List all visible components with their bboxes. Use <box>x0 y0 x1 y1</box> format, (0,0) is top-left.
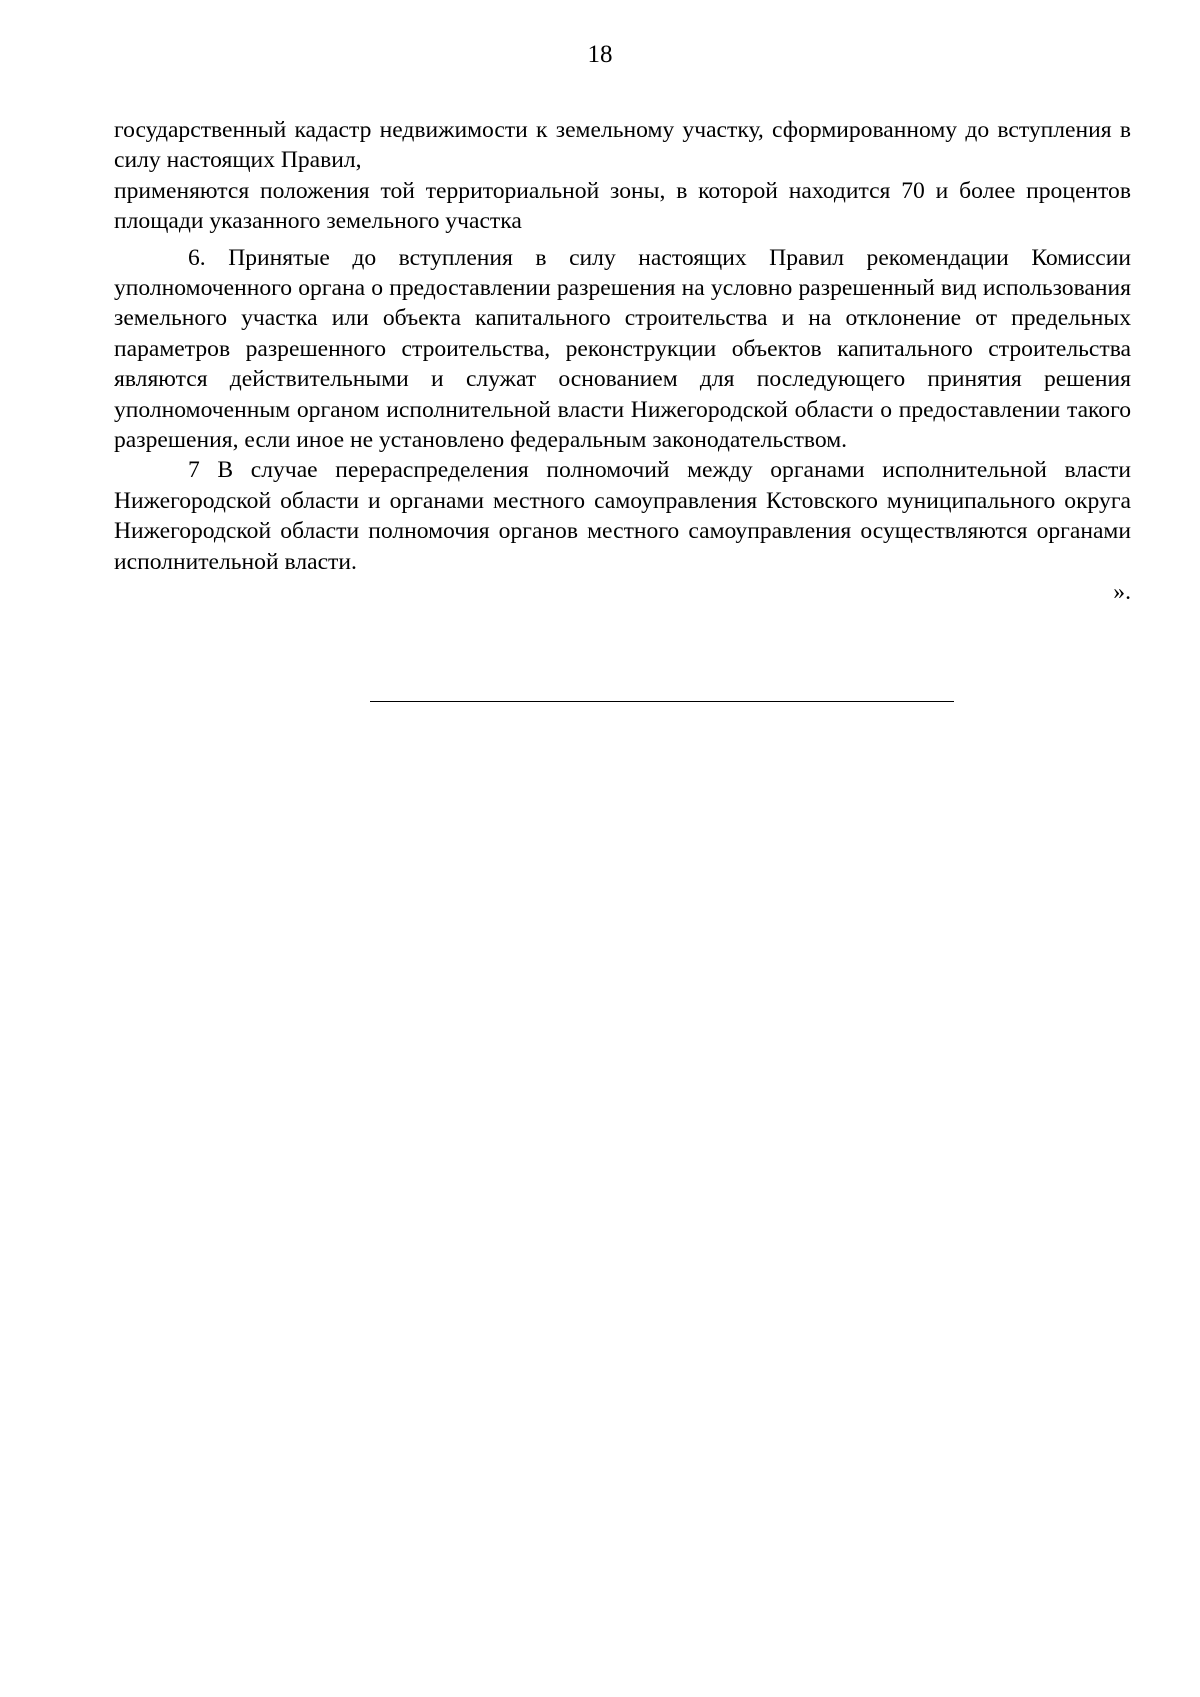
paragraph-cadastre-continuation: государственный кадастр недвижимости к земельному участку, сформированному до вступления в силу настоящих Правил, <box>114 117 1131 174</box>
closing-quote-mark: ». <box>1113 579 1131 606</box>
end-of-document-divider <box>370 701 954 702</box>
paragraph-territorial-zone: применяются положения той территориальной зоны, в которой находится 70 и более процентов площади указанного земельного участка <box>114 177 1131 235</box>
document-body <box>114 115 1131 608</box>
page-number: 18 <box>587 41 613 68</box>
paragraph-item-7: 7 В случае перераспределения полномочий между органами исполнительной власти Нижегородской области и органами местного самоуправления Кстовского муниципального округа Нижегородской области полномочия органов местного самоуправления осуществляются органами исполнительной власти. <box>114 457 1131 575</box>
paragraph-item-6: 6. Принятые до вступления в силу настоящих Правил рекомендации Комиссии уполномоченного органа о предоставлении разрешения на условно разрешенный вид использования земельного участка или объекта капитального строительства и на отклонение от предельных параметров разрешенного строительства, реконструкции объектов капитального строительства являются действительными и служат основанием для последующего принятия решения уполномоченным органом исполнительной власти Нижегородской области о предоставлении такого разрешения, если иное не установлено федеральным законодательством. <box>114 244 1131 454</box>
